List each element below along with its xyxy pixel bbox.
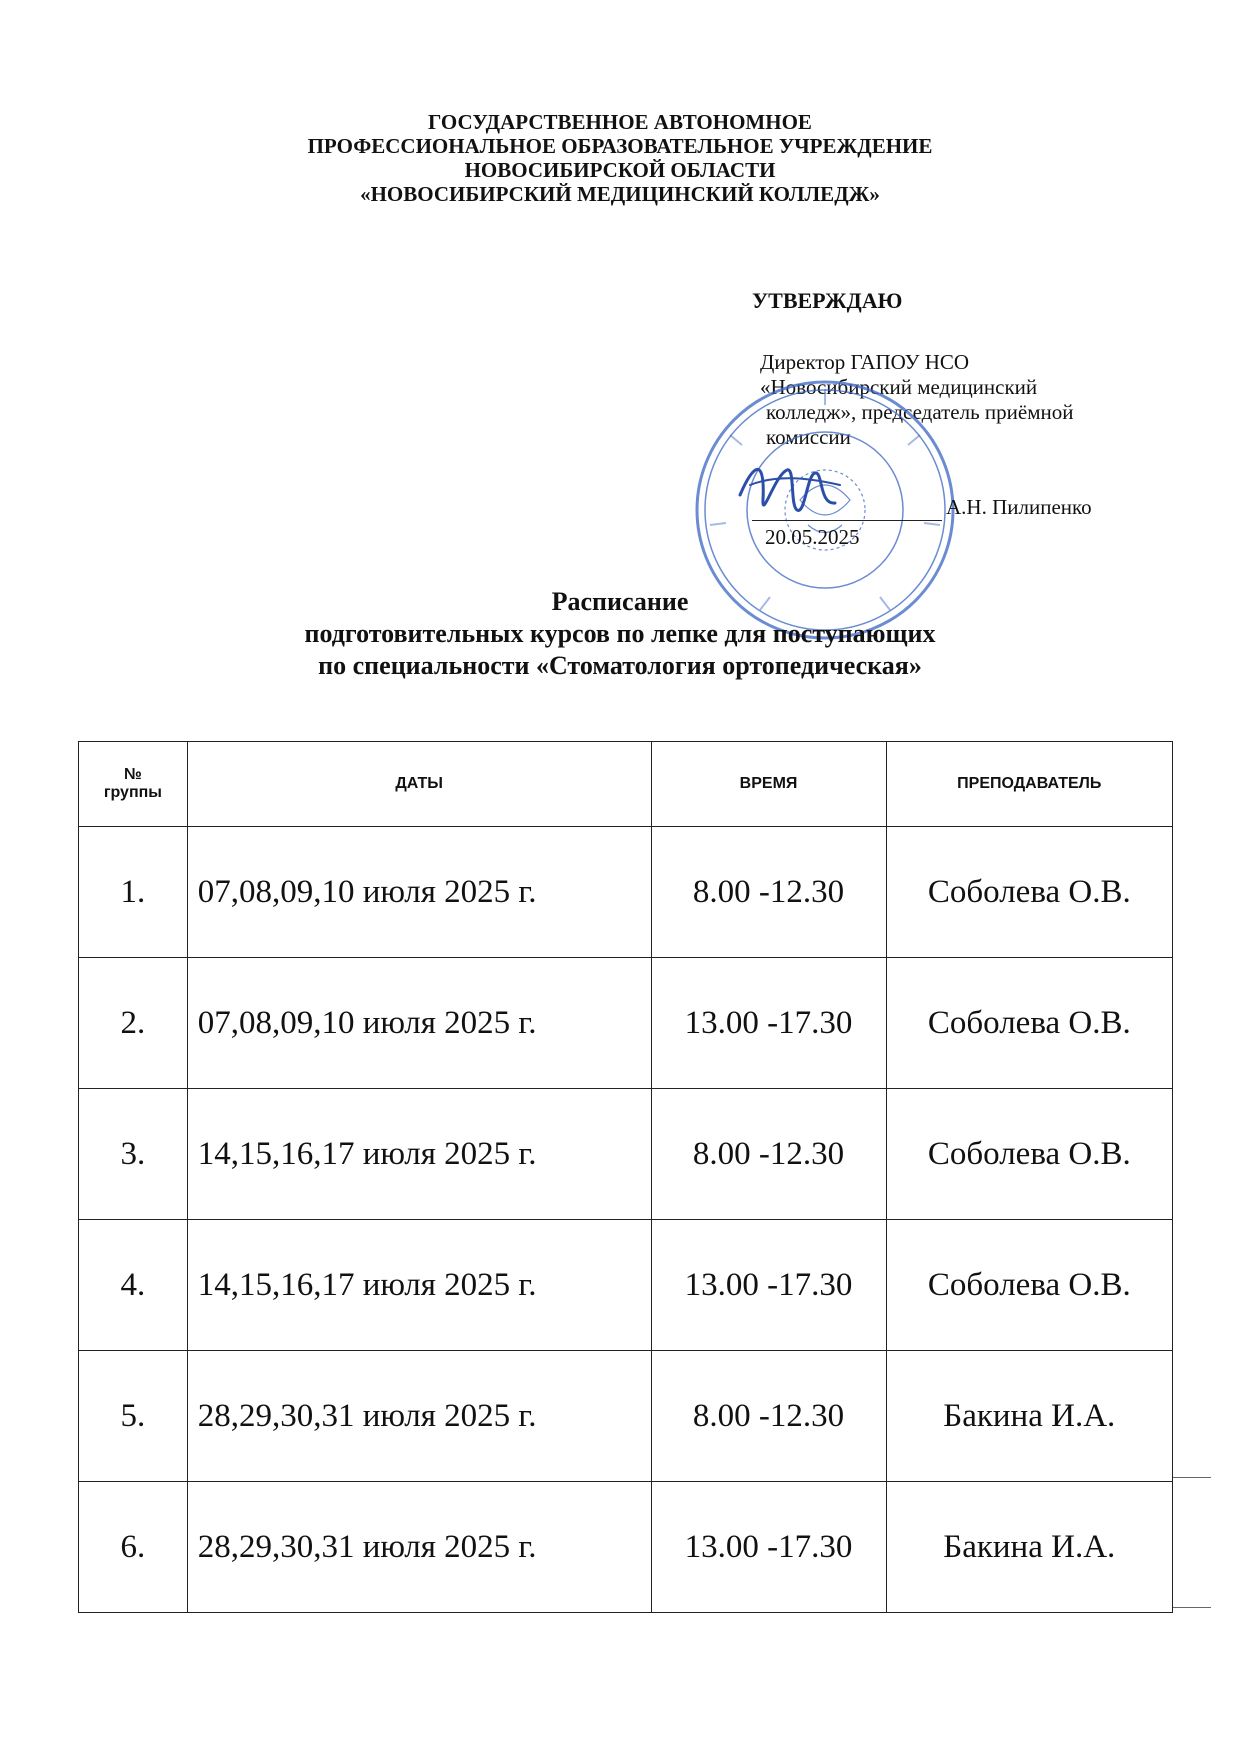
time-cell: 8.00 -12.30 xyxy=(651,1089,886,1220)
table-header-row xyxy=(79,742,1173,827)
document-title xyxy=(0,586,1240,682)
teacher-cell: Соболева О.В. xyxy=(886,958,1172,1089)
header-group-number-symbol: № xyxy=(123,766,142,783)
table-row xyxy=(79,1220,1173,1351)
header-teacher: ПРЕПОДАВАТЕЛЬ xyxy=(886,742,1172,827)
header-group-number xyxy=(79,742,188,827)
header-dates: ДАТЫ xyxy=(187,742,651,827)
dates-cell: 07,08,09,10 июля 2025 г. xyxy=(187,827,651,958)
header-line-3: НОВОСИБИРСКОЙ ОБЛАСТИ xyxy=(464,158,776,182)
approval-date: 20.05.2025 xyxy=(765,525,860,549)
table-row xyxy=(79,1089,1173,1220)
table-row xyxy=(79,958,1173,1089)
signer-name: А.Н. Пилипенко xyxy=(946,495,1092,519)
group-number-cell: 1. xyxy=(79,827,188,958)
institution-header xyxy=(0,110,1240,206)
header-time: ВРЕМЯ xyxy=(651,742,886,827)
teacher-cell: Бакина И.А. xyxy=(886,1482,1172,1613)
schedule-table xyxy=(78,741,1173,1613)
dates-cell: 07,08,09,10 июля 2025 г. xyxy=(187,958,651,1089)
header-group-number-label: группы xyxy=(103,784,162,801)
approval-heading: УТВЕРЖДАЮ xyxy=(752,288,903,313)
dates-cell: 28,29,30,31 июля 2025 г. xyxy=(187,1351,651,1482)
group-number-cell: 5. xyxy=(79,1351,188,1482)
teacher-cell: Бакина И.А. xyxy=(886,1351,1172,1482)
title-line-1: Расписание xyxy=(551,587,689,616)
teacher-cell: Соболева О.В. xyxy=(886,827,1172,958)
dates-cell: 14,15,16,17 июля 2025 г. xyxy=(187,1089,651,1220)
group-number-cell: 4. xyxy=(79,1220,188,1351)
table-edge-line xyxy=(1173,1607,1211,1608)
signature-line xyxy=(752,520,942,521)
position-line-4: комиссии xyxy=(766,425,851,449)
position-line-1: Директор ГАПОУ НСО xyxy=(760,350,970,374)
title-line-2: подготовительных курсов по лепке для поступающих xyxy=(304,619,936,648)
time-cell: 13.00 -17.30 xyxy=(651,958,886,1089)
dates-cell: 28,29,30,31 июля 2025 г. xyxy=(187,1482,651,1613)
time-cell: 8.00 -12.30 xyxy=(651,1351,886,1482)
table-edge-line xyxy=(1173,1477,1211,1478)
group-number-cell: 2. xyxy=(79,958,188,1089)
time-cell: 8.00 -12.30 xyxy=(651,827,886,958)
teacher-cell: Соболева О.В. xyxy=(886,1089,1172,1220)
table-row xyxy=(79,1351,1173,1482)
position-line-3: колледж», председатель приёмной xyxy=(766,400,1074,424)
header-line-2: ПРОФЕССИОНАЛЬНОЕ ОБРАЗОВАТЕЛЬНОЕ УЧРЕЖДЕНИЕ xyxy=(307,134,933,158)
table-row xyxy=(79,827,1173,958)
director-signature xyxy=(735,455,845,525)
header-line-4: «НОВОСИБИРСКИЙ МЕДИЦИНСКИЙ КОЛЛЕДЖ» xyxy=(360,182,880,206)
title-line-3: по специальности «Стоматология ортопедическая» xyxy=(318,651,922,680)
dates-cell: 14,15,16,17 июля 2025 г. xyxy=(187,1220,651,1351)
teacher-cell: Соболева О.В. xyxy=(886,1220,1172,1351)
group-number-cell: 6. xyxy=(79,1482,188,1613)
group-number-cell: 3. xyxy=(79,1089,188,1220)
position-line-2: «Новосибирский медицинский xyxy=(760,375,1038,399)
table-row xyxy=(79,1482,1173,1613)
header-line-1: ГОСУДАРСТВЕННОЕ АВТОНОМНОЕ xyxy=(428,110,812,134)
time-cell: 13.00 -17.30 xyxy=(651,1482,886,1613)
time-cell: 13.00 -17.30 xyxy=(651,1220,886,1351)
